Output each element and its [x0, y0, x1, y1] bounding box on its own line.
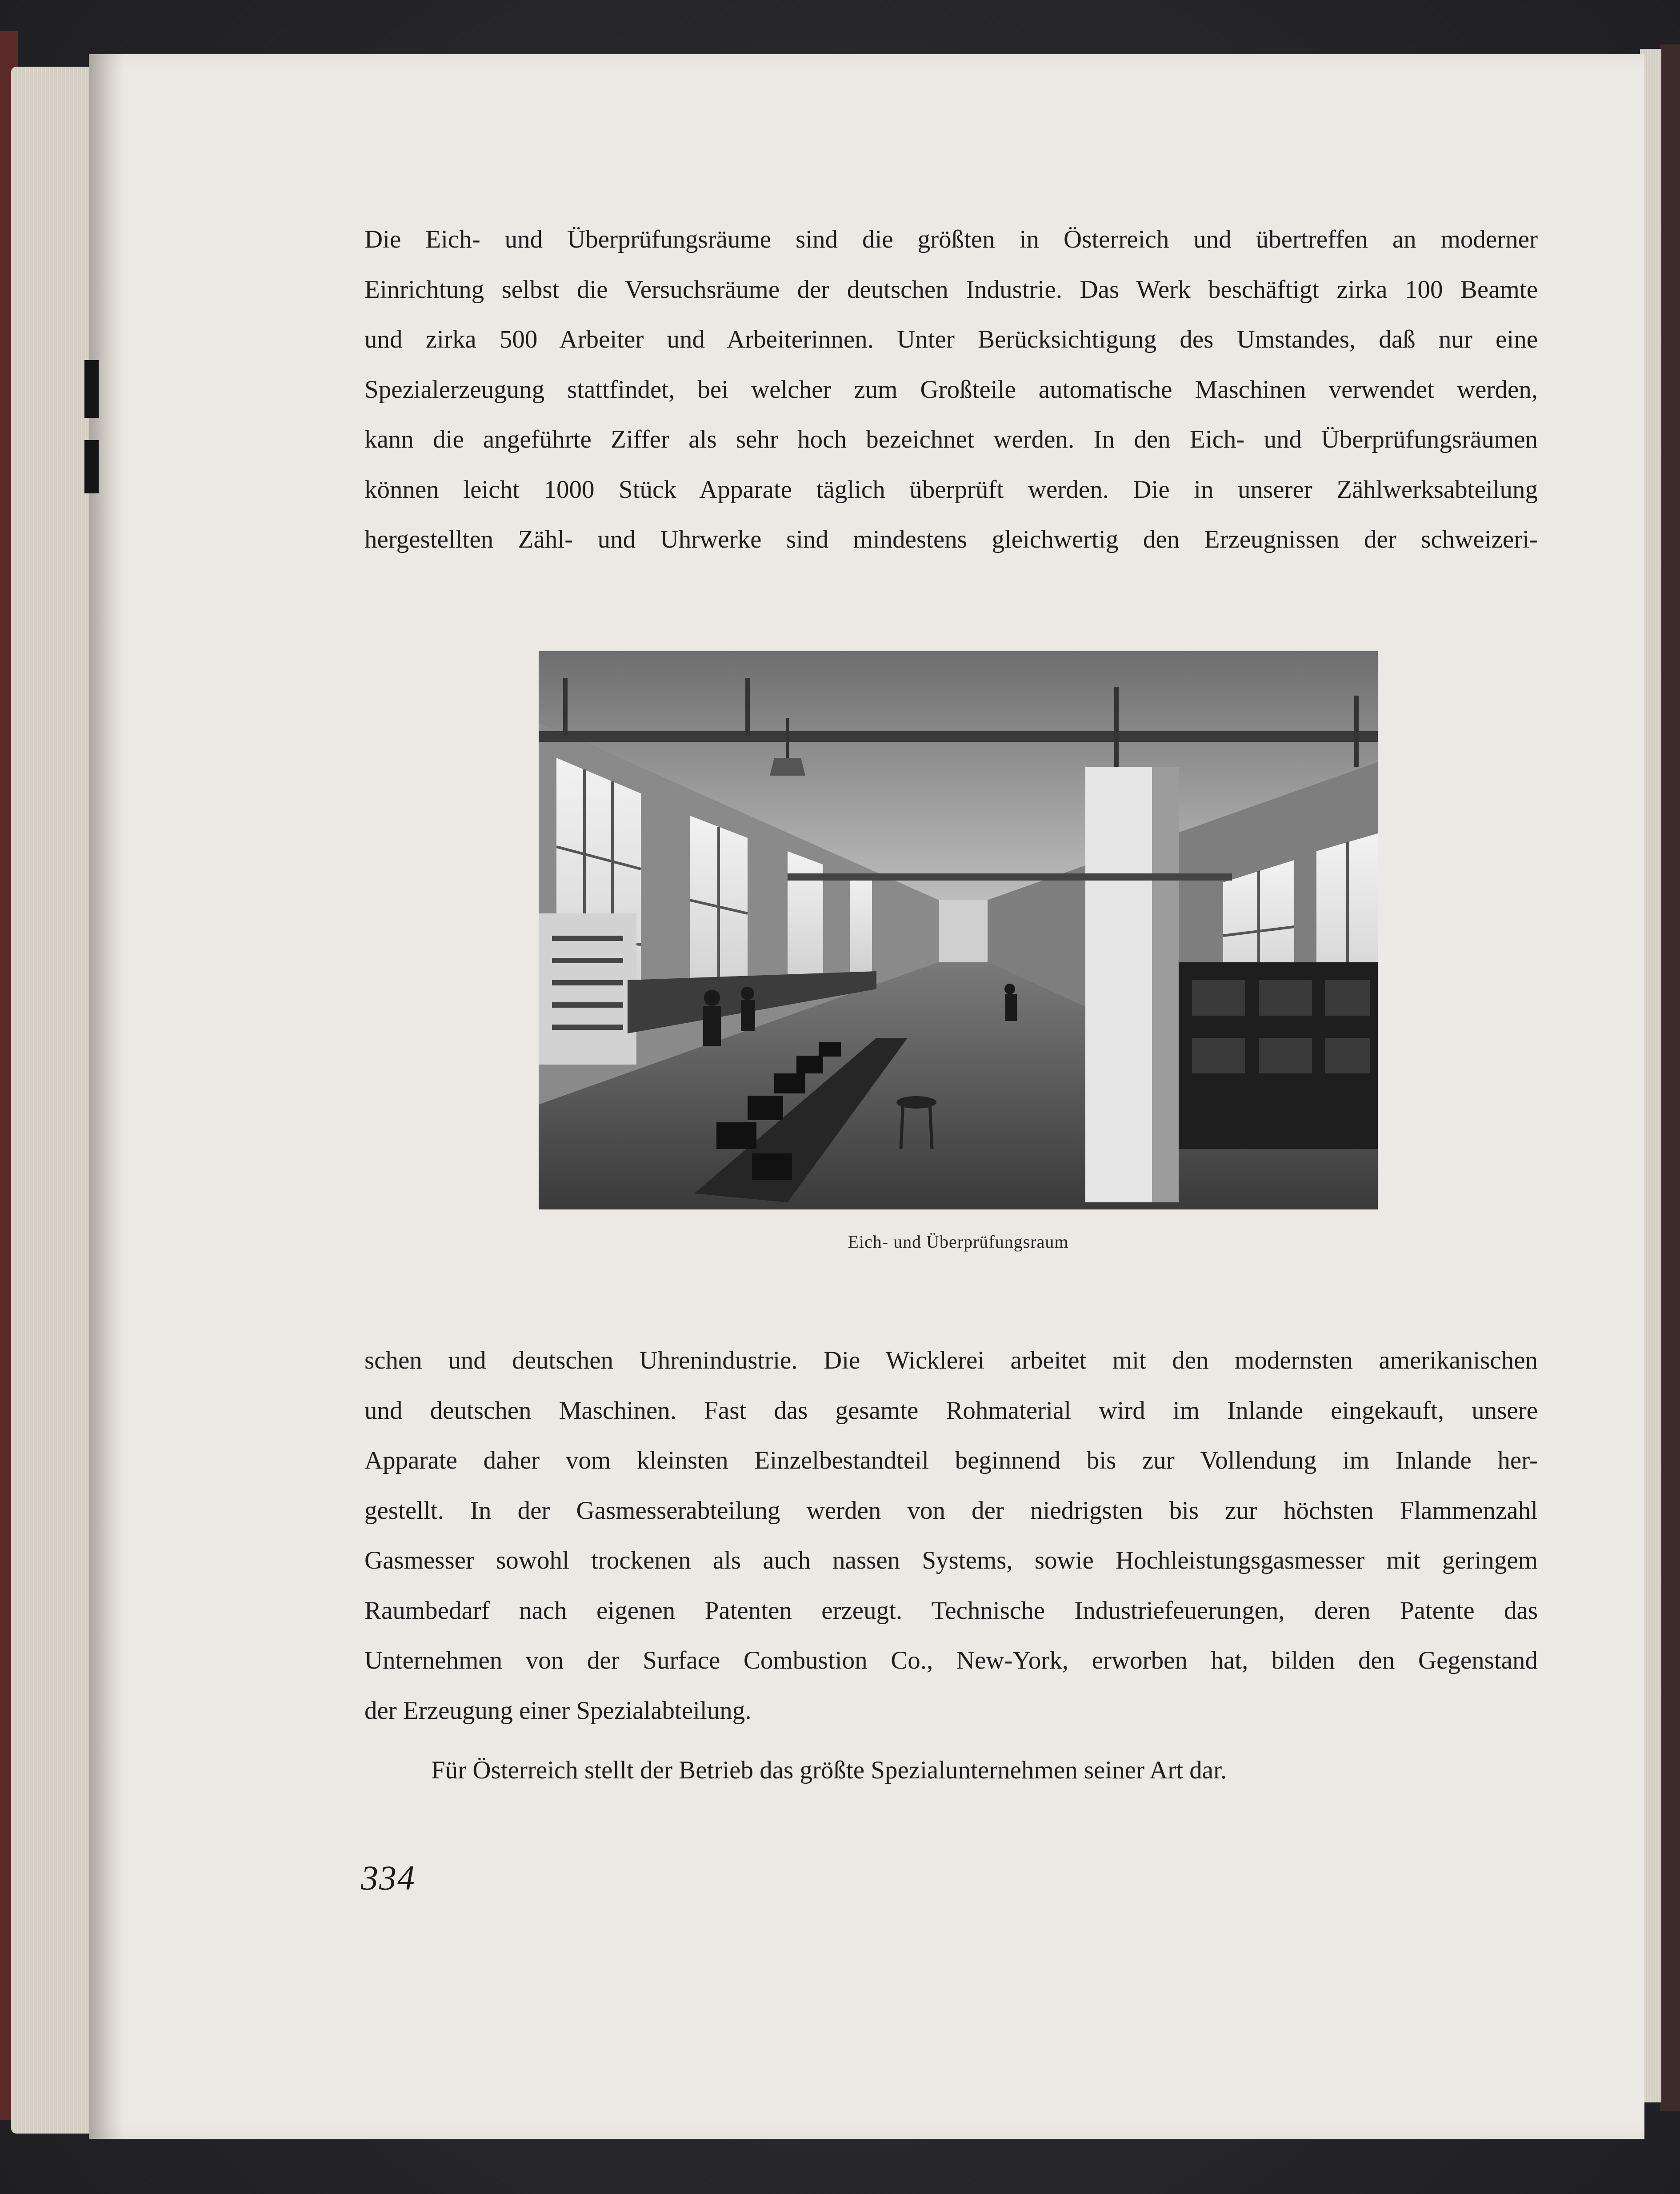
text-line: Raumbedarf nach eigenen Patenten erzeugt. Technische Industriefeuerungen, deren Patente das	[364, 1596, 1538, 1625]
text-line: und deutschen Maschinen. Fast das gesamte Rohmaterial wird im Inlande eingekauft, unsere	[364, 1396, 1538, 1425]
binding-mark	[84, 360, 99, 418]
text-line: Unternehmen von der Surface Combustion Co., New-York, erworben hat, bilden den Gegenstand	[364, 1646, 1538, 1674]
text-line: kann die angeführte Ziffer als sehr hoch bezeichnet werden. In den Eich- und Überprüfungsräumen	[364, 425, 1538, 453]
text-line: hergestellten Zähl- und Uhrwerke sind mindestens gleichwertig den Erzeugnissen der schweizeri-	[364, 525, 1538, 553]
photo-illustration	[539, 651, 1378, 1209]
text-line: gestellt. In der Gasmesserabteilung werden von der niedrigsten bis zur höchsten Flammenzahl	[364, 1496, 1538, 1525]
text-line: Einrichtung selbst die Versuchsräume der deutschen Industrie. Das Werk beschäftigt zirka 100 Beamte	[364, 275, 1538, 304]
page-number: 334	[361, 1858, 416, 1897]
text-line: Gasmesser sowohl trockenen als auch nassen Systems, sowie Hochleistungsgasmesser mit geringem	[364, 1546, 1538, 1574]
paragraph-2	[364, 1336, 1538, 1736]
figure-caption: Eich- und Überprüfungsraum	[848, 1232, 1069, 1252]
binding-mark	[84, 440, 99, 493]
paragraph-3: Für Österreich stellt der Betrieb das größte Spezialunternehmen seiner Art dar.	[431, 1756, 1227, 1784]
text-line: und zirka 500 Arbeiter und Arbeiterinnen. Unter Berücksichtigung des Umstandes, daß nur eine	[364, 325, 1538, 353]
text-line: Apparate daher vom kleinsten Einzelbestandteil beginnend bis zur Vollendung im Inlande her-	[364, 1446, 1538, 1474]
text-line: Spezialerzeugung stattfindet, bei welcher zum Großteile automatische Maschinen verwendet werden,	[364, 375, 1538, 404]
text-line: der Erzeugung einer Spezialabteilung.	[364, 1696, 752, 1725]
text-line: können leicht 1000 Stück Apparate täglich überprüft werden. Die in unserer Zählwerksabteilung	[364, 475, 1538, 504]
book-cover-edge-right	[1660, 44, 1680, 2111]
text-line: Die Eich- und Überprüfungsräume sind die größten in Österreich und übertreffen an moderner	[364, 225, 1538, 253]
factory-hall-photograph	[539, 651, 1378, 1209]
paragraph-1	[364, 215, 1538, 565]
text-line: schen und deutschen Uhrenindustrie. Die Wicklerei arbeitet mit den modernsten amerikanischen	[364, 1346, 1538, 1374]
